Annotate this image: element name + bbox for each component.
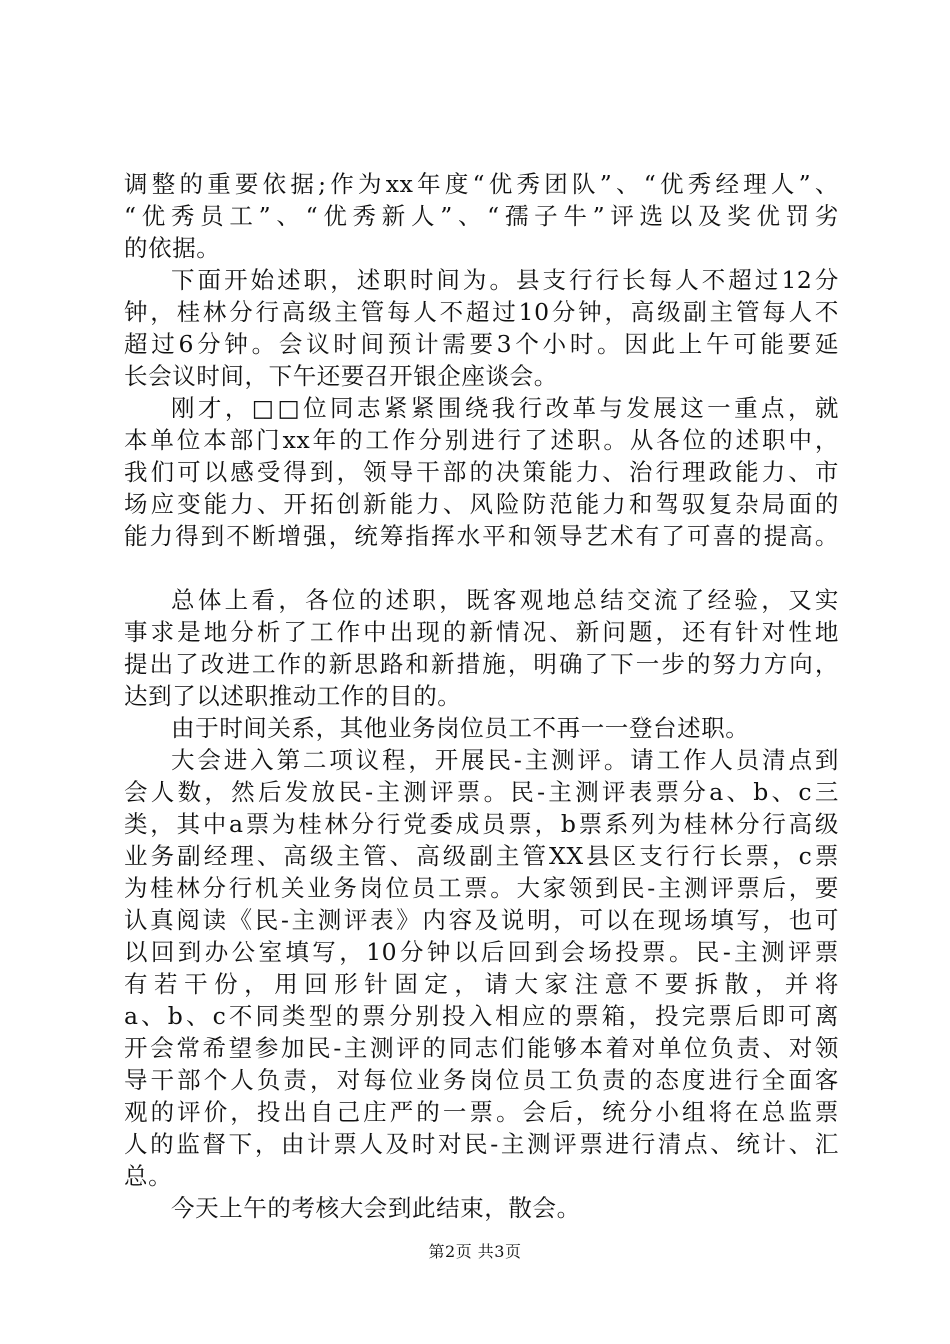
- text-line: 长会议时间，下午还要召开银企座谈会。: [124, 362, 558, 390]
- text-line: 会人数，然后发放民-主测评票。民-主测评表票分a、b、c三: [124, 778, 839, 806]
- text-line: 钟，桂林分行高级主管每人不超过10分钟，高级副主管每人不: [124, 298, 839, 326]
- text-line: 业务副经理、高级主管、高级副主管XX县区支行行长票，c票: [124, 842, 839, 870]
- paragraph-first-line: 今天上午的考核大会到此结束，散会。: [171, 1194, 581, 1222]
- text-line: 我们可以感受得到，领导干部的决策能力、治行理政能力、市: [124, 458, 839, 486]
- text-line: 以回到办公室填写，10分钟以后回到会场投票。民-主测评票: [124, 938, 839, 966]
- blank-line: [124, 552, 839, 584]
- text-line: 的依据。: [124, 234, 221, 262]
- text-line: 总。: [124, 1162, 173, 1190]
- text-line: 开会常希望参加民-主测评的同志们能够本着对单位负责、对领: [124, 1034, 839, 1062]
- text-line: 类，其中a票为桂林分行党委成员票，b票系列为桂林分行高级: [124, 810, 839, 838]
- text-line: 有若干份，用回形针固定，请大家注意不要拆散，并将: [124, 970, 839, 998]
- text-line: 认真阅读《民-主测评表》内容及说明，可以在现场填写，也可: [124, 906, 839, 934]
- page-number: 第2页 共3页: [428, 1242, 522, 1261]
- paragraph-first-line: 大会进入第二项议程，开展民-主测评。请工作人员清点到: [171, 746, 839, 774]
- paragraph-first-line: 由于时间关系，其他业务岗位员工不再一一登台述职。: [171, 714, 750, 742]
- paragraph-first-line: 刚才，□□位同志紧紧围绕我行改革与发展这一重点，就: [171, 394, 839, 422]
- text-line: 场应变能力、开拓创新能力、风险防范能力和驾驭复杂局面的: [124, 490, 839, 518]
- text-line: 提出了改进工作的新思路和新措施，明确了下一步的努力方向，: [124, 650, 839, 678]
- text-line: 达到了以述职推动工作的目的。: [124, 682, 462, 710]
- text-line: 导干部个人负责，对每位业务岗位员工负责的态度进行全面客: [124, 1066, 839, 1094]
- paragraph-first-line: 总体上看，各位的述职，既客观地总结交流了经验，又实: [171, 586, 839, 614]
- text-line: 人的监督下，由计票人及时对民-主测评票进行清点、统计、汇: [124, 1130, 839, 1158]
- text-line: 本单位本部门xx年的工作分别进行了述职。从各位的述职中，: [124, 426, 839, 454]
- paragraph-first-line: 下面开始述职，述职时间为。县支行行长每人不超过12分: [171, 266, 839, 294]
- document-body: [124, 168, 839, 1224]
- text-line: a、b、c不同类型的票分别投入相应的票箱，投完票后即可离: [124, 1002, 839, 1030]
- text-line: 观的评价，投出自己庄严的一票。会后，统分小组将在总监票: [124, 1098, 839, 1126]
- text-line: 调整的重要依据;作为xx年度“优秀团队”、“优秀经理人”、: [124, 170, 839, 198]
- text-line: 为桂林分行机关业务岗位员工票。大家领到民-主测评票后，要: [124, 874, 839, 902]
- text-line: 超过6分钟。会议时间预计需要3个小时。因此上午可能要延: [124, 330, 839, 358]
- text-line: “优秀员工”、“优秀新人”、“孺子牛”评选以及奖优罚劣: [124, 202, 839, 230]
- text-line: 事求是地分析了工作中出现的新情况、新问题，还有针对性地: [124, 618, 839, 646]
- text-line: 能力得到不断增强，统筹指挥水平和领导艺术有了可喜的提高。: [124, 522, 839, 550]
